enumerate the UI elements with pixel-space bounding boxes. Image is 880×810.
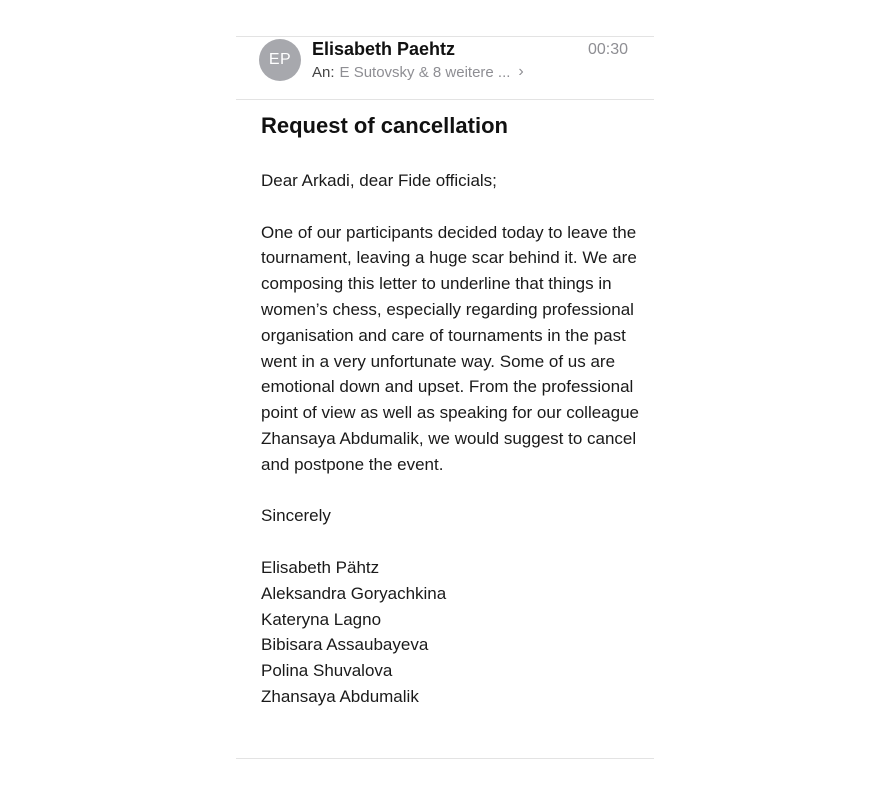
- signer-name: Elisabeth Pähtz: [261, 557, 380, 577]
- recipients-row[interactable]: [312, 63, 524, 81]
- top-divider: [236, 36, 654, 37]
- signer-name: Aleksandra Goryachkina: [261, 583, 447, 603]
- chevron-right-icon[interactable]: ›: [518, 63, 524, 80]
- header-divider: [236, 99, 654, 100]
- signer-name: Bibisara Assaubayeva: [261, 635, 429, 655]
- email-subject: Request of cancellation: [261, 113, 508, 138]
- avatar-initials: EP: [268, 51, 292, 68]
- signer-name: Polina Shuvalova: [261, 661, 393, 681]
- recipients-summary[interactable]: E Sutovsky & 8 weitere ...: [339, 63, 511, 81]
- sender-avatar[interactable]: [259, 39, 301, 81]
- sender-name[interactable]: Elisabeth Paehtz: [312, 39, 456, 59]
- bottom-divider: [236, 758, 654, 759]
- email-body: [261, 168, 641, 710]
- message-time: 00:30: [587, 41, 628, 58]
- email-paragraph: One of our participants decided today to leave the tournament, leaving a huge scar behind it. We are composing this letter to underline that things in women’s chess, especially regarding professional organisation and care of tournaments in the past went in a very unfortunate way. Some of us are emotional down and upset. From the professional point of view as well as speaking for our colleague Zhansaya Abdumalik, we would suggest to cancel and postpone the event.: [261, 222, 639, 474]
- email-greeting: Dear Arkadi, dear Fide officials;: [261, 171, 497, 190]
- signer-list: [261, 555, 641, 710]
- to-label: An:: [312, 63, 335, 81]
- email-closing: Sincerely: [261, 506, 331, 526]
- signer-name: Zhansaya Abdumalik: [261, 686, 419, 706]
- signer-name: Kateryna Lagno: [261, 609, 382, 629]
